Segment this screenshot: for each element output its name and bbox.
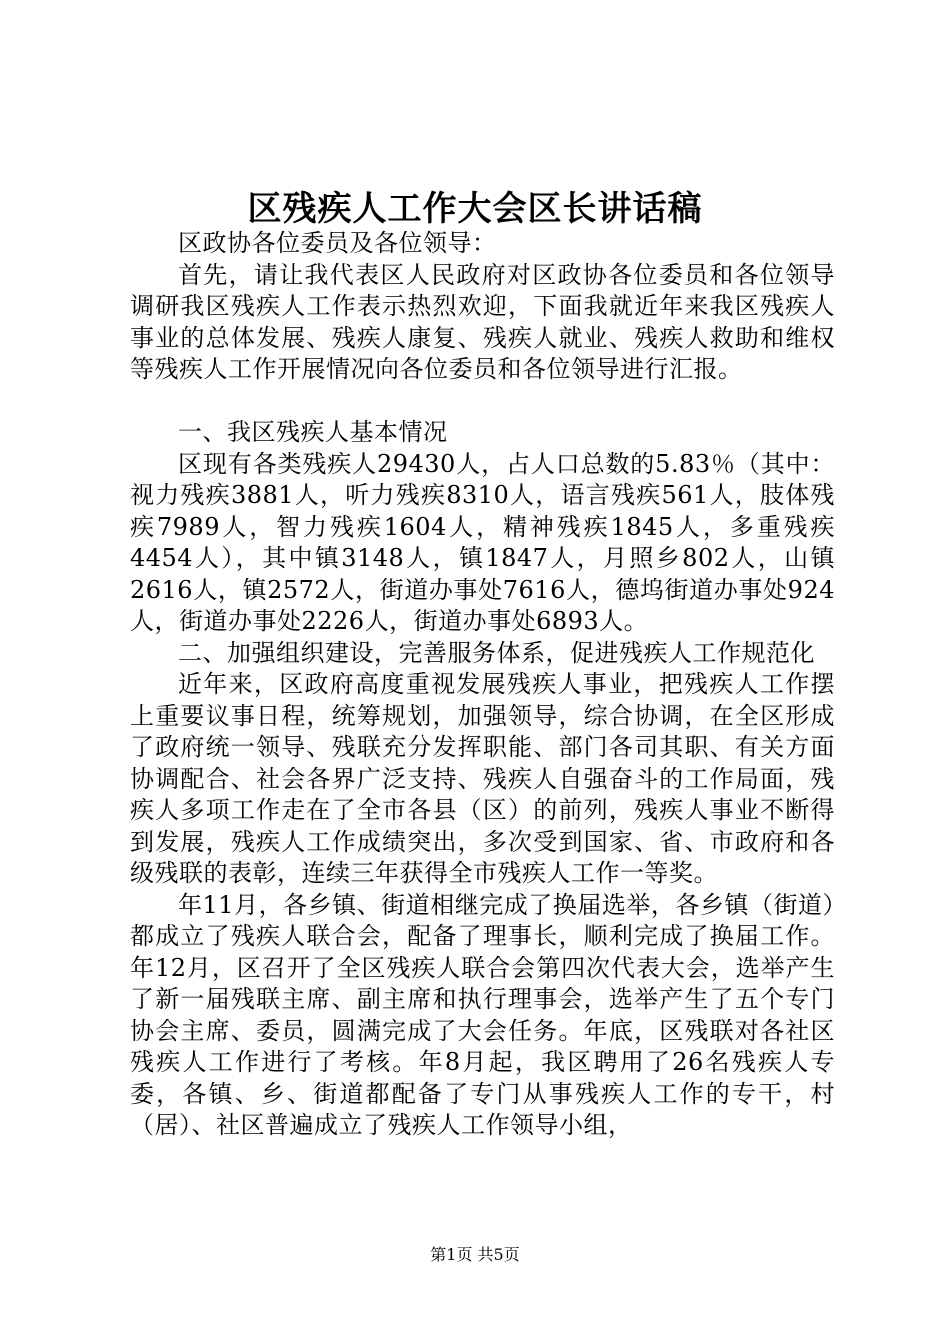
- document-body: [130, 228, 835, 1142]
- document-title: 区残疾人工作大会区长讲话稿: [247, 189, 703, 229]
- section-heading-1: 一、我区残疾人基本情况: [178, 418, 448, 446]
- section-heading-2: 二、加强组织建设，完善服务体系，促进残疾人工作规范化: [178, 638, 815, 667]
- salutation: 区政协各位委员及各位领导：: [178, 229, 497, 257]
- paragraph-organization: 年11月，各乡镇、街道相继完成了换届选举，各乡镇（街道）都成立了残疾人联合会，配备了理事长，顺利完成了换届工作。年12月，区召开了全区残疾人联合会第四次代表大会，选举产生了新一届残联主席、副主席和执行理事会，选举产生了五个专门协会主席、委员，圆满完成了大会任务。年底，区残联对各社区残疾人工作进行了考核。年8月起，我区聘用了26名残疾人专委，各镇、乡、街道都配备了专门从事残疾人工作的专干，村（居）、社区普遍成立了残疾人工作领导小组，: [130, 890, 835, 1139]
- paragraph-overview: 近年来，区政府高度重视发展残疾人事业，把残疾人工作摆上重要议事日程，统筹规划，加强领导，综合协调，在全区形成了政府统一领导、残联充分发挥职能、部门各司其职、有关方面协调配合、社会各界广泛支持、残疾人自强奋斗的工作局面，残疾人多项工作走在了全市各县（区）的前列，残疾人事业不断得到发展，残疾人工作成绩突出，多次受到国家、省、市政府和各级残联的表彰，连续三年获得全市残疾人工作一等奖。: [130, 670, 835, 887]
- page-number: 第1页 共5页: [430, 1245, 520, 1264]
- paragraph-statistics: 区现有各类残疾人29430人，占人口总数的5.83％（其中：视力残疾3881人，听力残疾8310人，语言残疾561人，肢体残疾7989人，智力残疾1604人，精神残疾1845人，多重残疾4454人），其中镇3148人，镇1847人，月照乡802人，山镇2616人，镇2572人，街道办事处7616人，德坞街道办事处924人，街道办事处2226人，街道办事处6893人。: [130, 449, 835, 635]
- paragraph-intro: 首先，请让我代表区人民政府对区政协各位委员和各位领导调研我区残疾人工作表示热烈欢迎，下面我就近年来我区残疾人事业的总体发展、残疾人康复、残疾人就业、残疾人救助和维权等残疾人工作开展情况向各位委员和各位领导进行汇报。: [130, 260, 835, 383]
